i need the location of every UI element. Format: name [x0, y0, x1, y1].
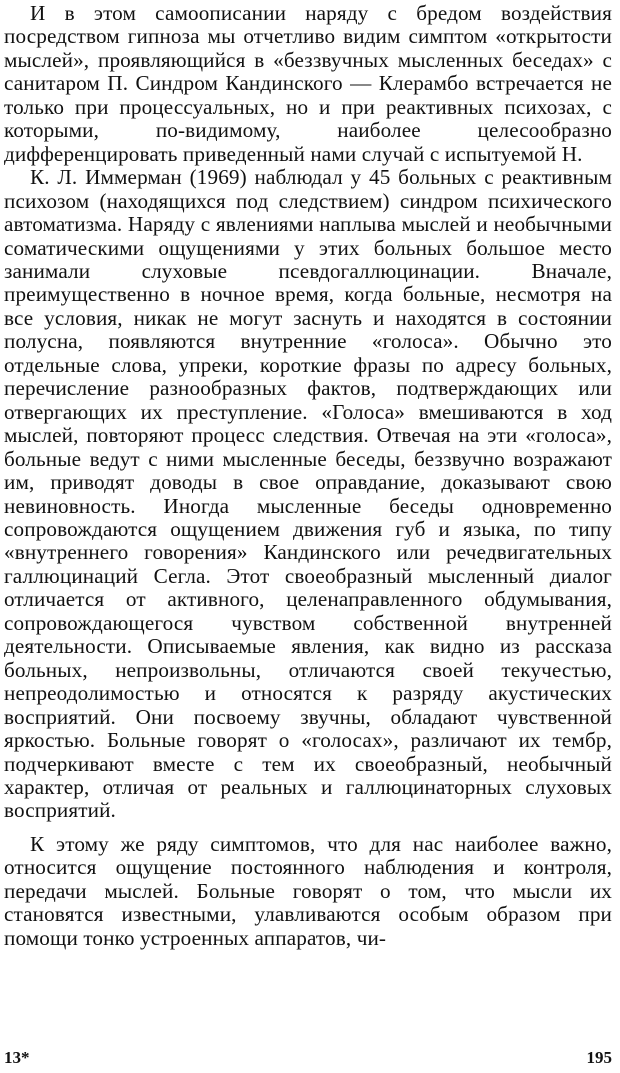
signature-mark: 13* — [4, 1048, 30, 1067]
paragraph-2: К. Л. Иммерман (1969) наблюдал у 45 больных с реактивным психозом (находящихся под следствием) синдром психического автоматизма. Наряду с явлениями наплыва мыслей и необычными соматическими ощущениями у этих больных большое место занимали слуховые псевдогаллюцинации. Вначале, преимущественно в ночное время, когда больные, несмотря на все условия, никак не могут заснуть и находятся в состоянии полусна, появляются внутренние «голоса». Обычно это отдельные слова, упреки, короткие фразы по адресу больных, перечисление разнообразных фактов, подтверждающих или отвергающих их преступление. «Голоса» вмешиваются в ход мыслей, повторяют процесс следствия. Отвечая на эти «голоса», больные ведут с ними мысленные беседы, беззвучно возражают им, приводят доводы в свое оправдание, доказывают свою невиновность. Иногда мысленные беседы одновременно сопровождаются ощущением движения губ и языка, по типу «внутреннего говорения» Кандинского или речедвигательных галлюцинаций Сегла. Этот своеобразный мысленный диалог отличается от активного, целенаправленного обдумывания, сопровождающегося чувством собственной внутренней деятельности. Описываемые явления, как видно из рассказа больных, непроизвольны, отличаются своей текучестью, непреодолимостью и относятся к разряду акустических восприятий. Они посвоему звучны, обладают чувственной яркостью. Больные говорят о «голосах», различают их тембр, подчеркивают вместе с тем их своеобразный, необычный характер, отличая от реальных и галлюцинаторных слуховых восприятий. — [4, 165, 612, 823]
page-footer — [4, 1048, 612, 1072]
paragraph-1: И в этом самоописании наряду с бредом воздействия посредством гипноза мы отчетливо видим симптом «открытости мыслей», проявляющийся в «беззвучных мысленных беседах» с санитаром П. Синдром Кандинского — Клерамбо встречается не только при процессуальных, но и при реактивных психозах, с которыми, по-видимому, наиболее целесообразно дифференцировать приведенный нами случай с испытуемой Н. — [4, 1, 612, 166]
paragraph-3: К этому же ряду симптомов, что для нас наиболее важно, относится ощущение постоянного наблюдения и контроля, передачи мыслей. Больные говорят о том, что мысли их становятся известными, улавливаются особым образом при помощи тонко устроенных аппаратов, чи- — [4, 831, 612, 950]
page-number: 195 — [586, 1048, 612, 1067]
